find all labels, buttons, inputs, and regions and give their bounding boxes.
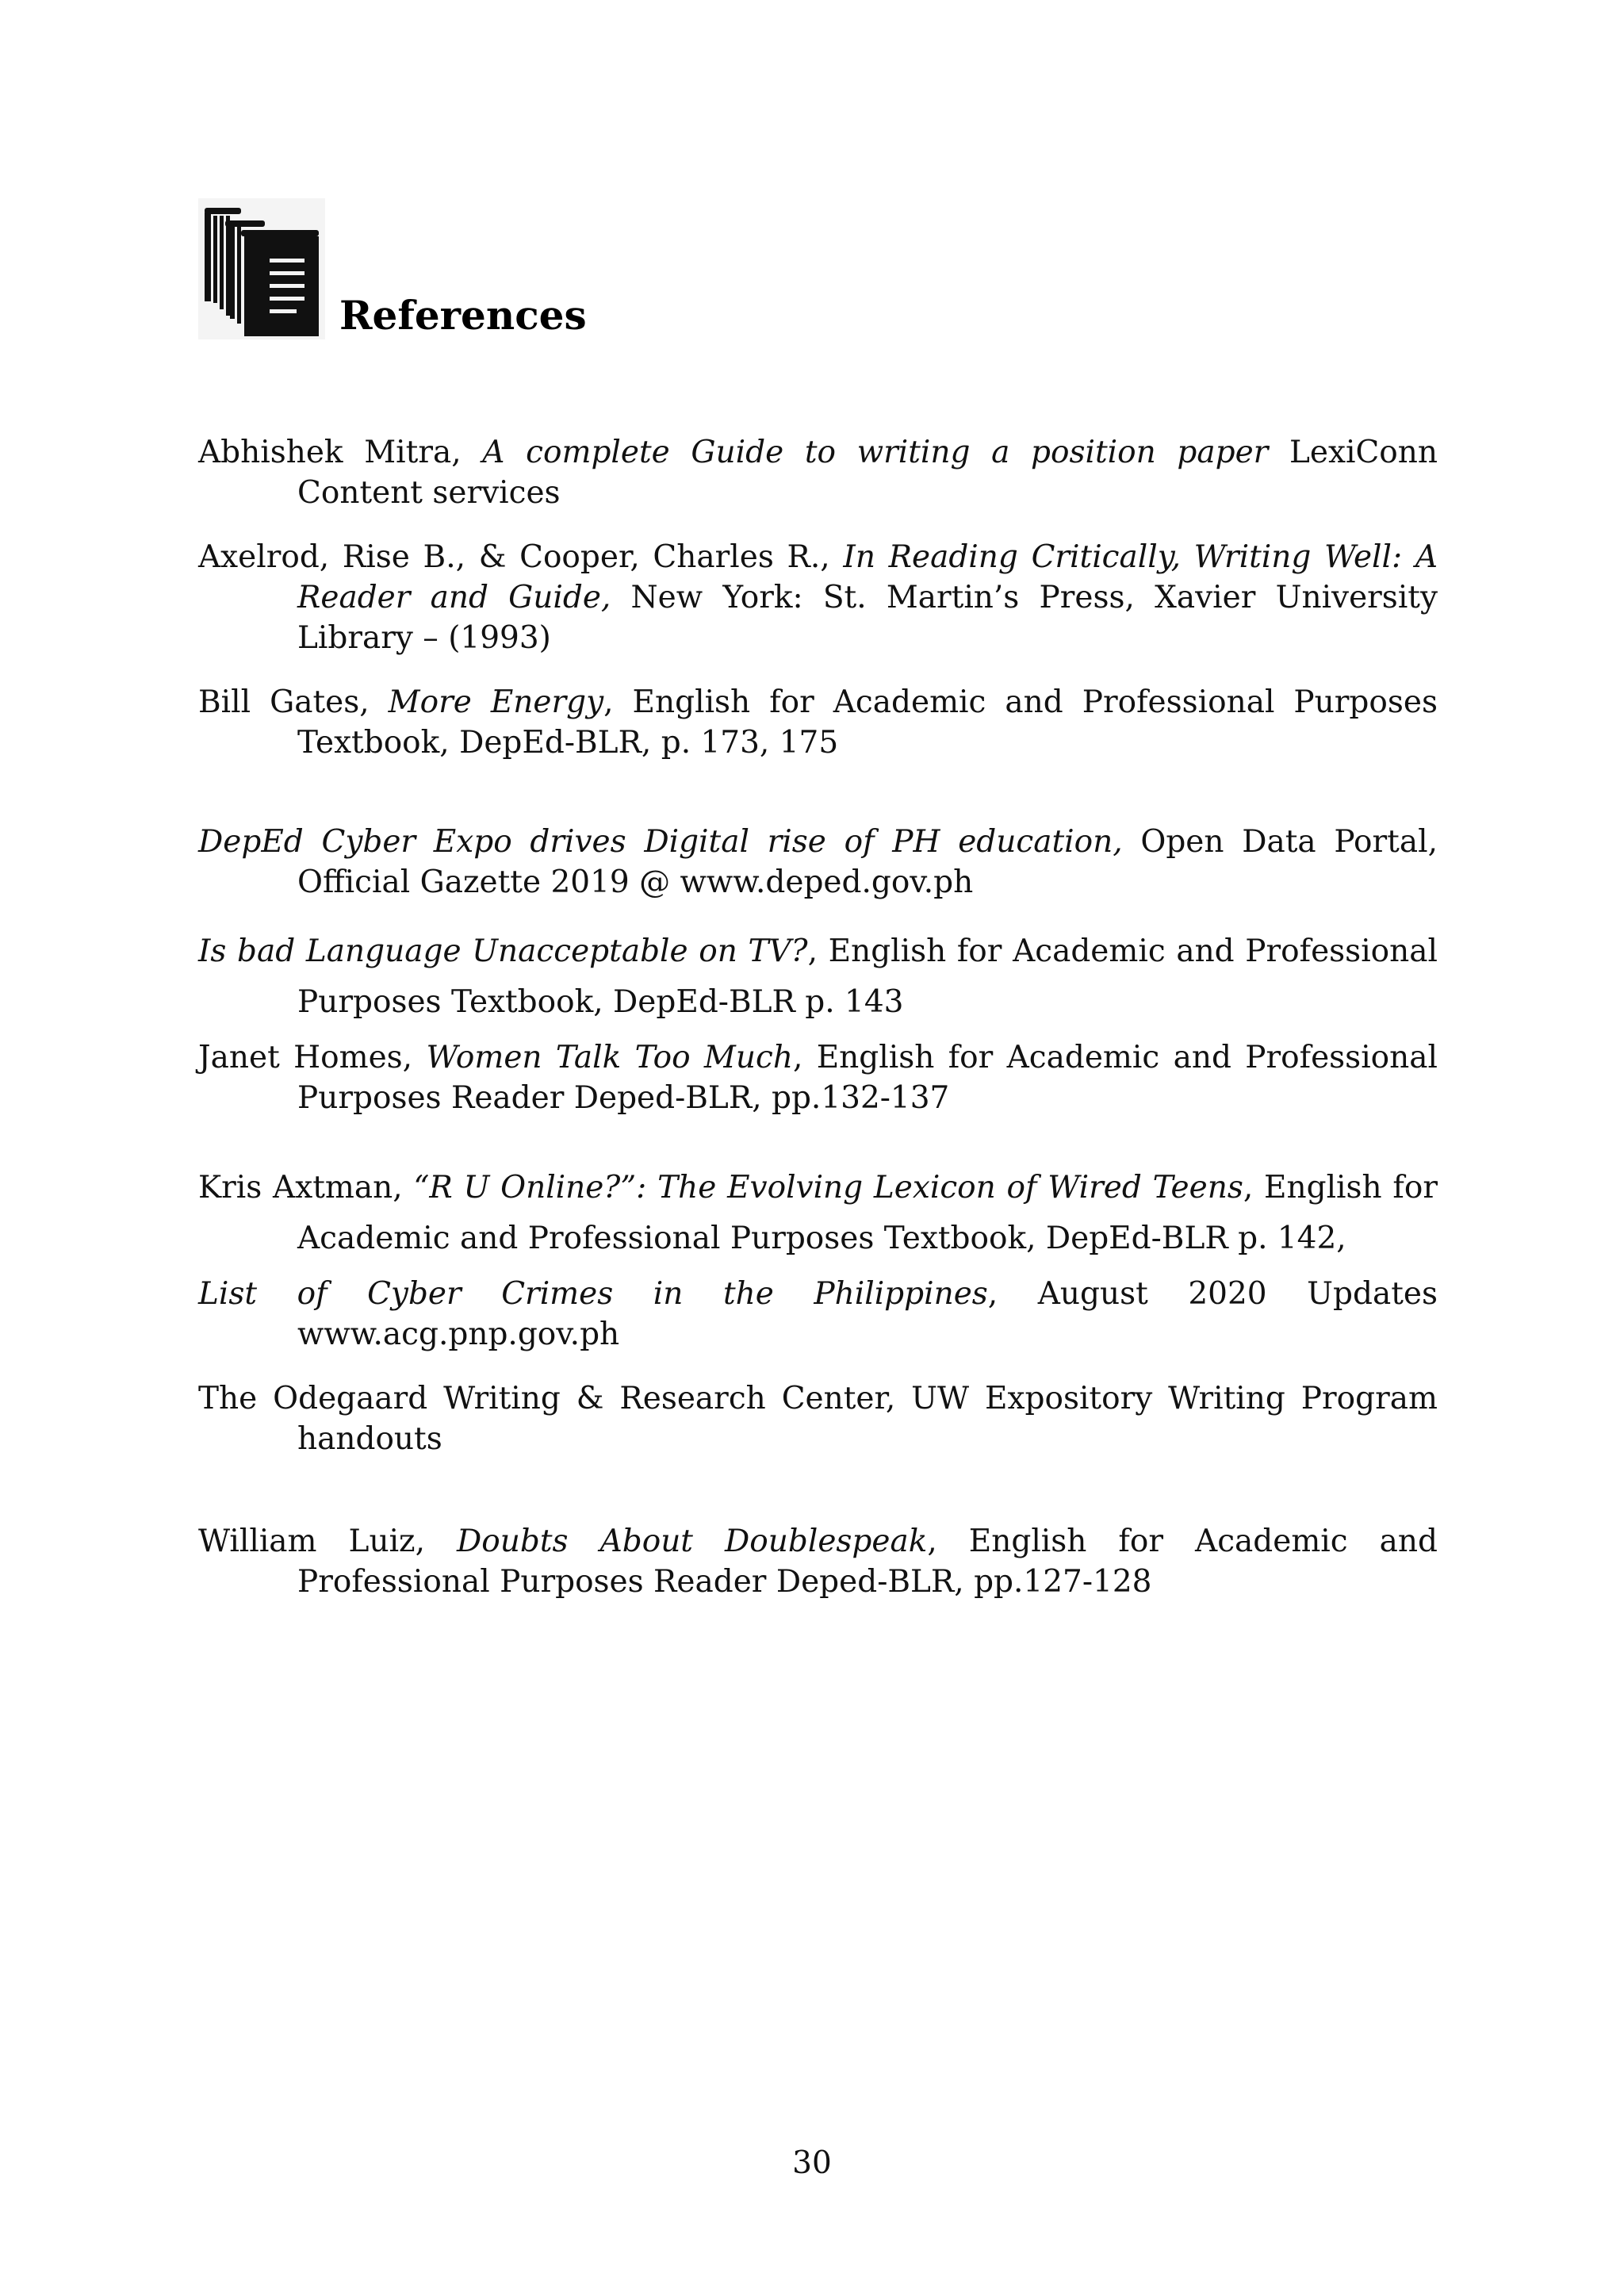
reference-author: The Odegaard Writing & Research Center, UW Expository Writing Program handouts <box>198 1381 1438 1457</box>
reference-title: DepEd Cyber Expo drives Digital rise of PH education, <box>198 824 1123 860</box>
reference-title: In Reading Critically, Writing Well: A Reader and Guide, <box>297 539 1438 615</box>
reference-entry <box>198 682 1438 763</box>
reference-entry <box>198 926 1438 1028</box>
reference-title: “R U Online?”: The Evolving Lexicon of Wired Teens <box>413 1170 1243 1205</box>
reference-source: New York: St. Martin’s Press, Xavier University Library – (1993) <box>297 580 1438 656</box>
reference-author: Janet Homes, <box>198 1040 427 1075</box>
reference-title: List of Cyber Crimes in the Philippines <box>198 1276 988 1312</box>
references-heading <box>198 198 753 349</box>
reference-author: Abhishek Mitra, <box>198 435 483 470</box>
reference-author: Bill Gates, <box>198 684 389 720</box>
reference-entry <box>198 1274 1438 1355</box>
reference-entry <box>198 1521 1438 1602</box>
reference-title: Is bad Language Unacceptable on TV? <box>198 933 808 969</box>
reference-entry <box>198 537 1438 658</box>
reference-source: Open Data Portal, Official Gazette 2019 @ www.deped.gov.ph <box>297 824 1438 900</box>
reference-title: Women Talk Too Much <box>426 1040 793 1075</box>
page-title: References <box>339 292 587 339</box>
page-number: 30 <box>792 2145 832 2181</box>
reference-entry <box>198 432 1438 513</box>
reference-source: , English for Academic and Professional Purposes Textbook, DepEd-BLR p. 143 <box>297 933 1438 1020</box>
books-icon <box>198 198 325 339</box>
reference-author: Kris Axtman, <box>198 1170 414 1205</box>
reference-source: , August 2020 Updates www.acg.pnp.gov.ph <box>297 1276 1438 1352</box>
reference-author: Axelrod, Rise B., & Cooper, Charles R., <box>198 539 844 575</box>
reference-entry <box>198 1378 1438 1459</box>
reference-list <box>198 432 1438 1602</box>
reference-source: , English for Academic and Professional Purposes Reader Deped-BLR, pp.132-137 <box>297 1040 1438 1116</box>
reference-source: , English for Academic and Professional Purposes Textbook, DepEd-BLR, p. 173, 175 <box>297 684 1438 761</box>
reference-title: Doubts About Doublespeak <box>457 1524 928 1559</box>
reference-source: , English for Academic and Professional Purposes Reader Deped-BLR, pp.127-128 <box>297 1524 1438 1600</box>
reference-entry <box>198 822 1438 903</box>
reference-entry <box>198 1037 1438 1118</box>
reference-entry <box>198 1163 1438 1264</box>
reference-author: William Luiz, <box>198 1524 458 1559</box>
reference-source: LexiConn Content services <box>297 435 1438 511</box>
reference-source: , English for Academic and Professional Purposes Textbook, DepEd-BLR p. 142, <box>297 1170 1438 1256</box>
reference-title: More Energy <box>388 684 604 720</box>
reference-title: A complete Guide to writing a position paper <box>482 435 1269 470</box>
